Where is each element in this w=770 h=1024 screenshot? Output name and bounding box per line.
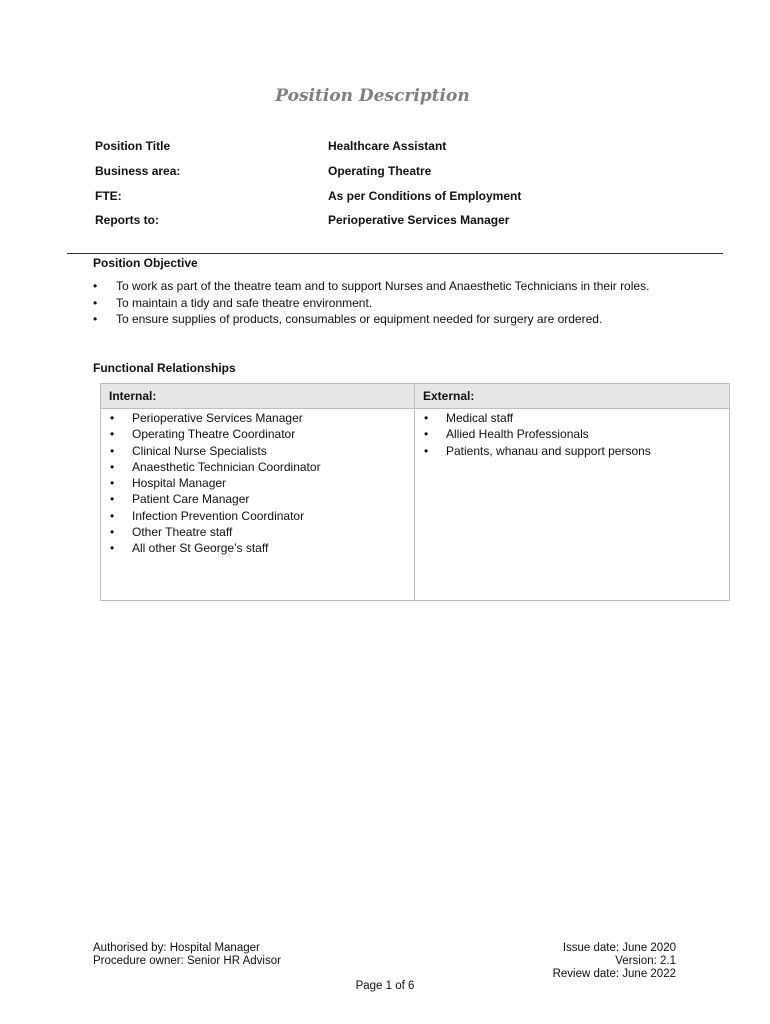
authorised-by: Authorised by: Hospital Manager	[93, 942, 260, 954]
info-label: Position Title	[95, 139, 171, 153]
external-header: External:	[415, 384, 730, 409]
internal-list	[109, 410, 406, 557]
footer-left	[93, 942, 281, 968]
list-item: • Operating Theatre Coordinator	[109, 426, 406, 442]
section-divider	[67, 253, 723, 254]
external-cell	[415, 409, 730, 601]
internal-header: Internal:	[101, 384, 415, 409]
procedure-owner: Procedure owner: Senior HR Advisor	[93, 955, 281, 967]
info-value: Healthcare Assistant	[328, 139, 447, 153]
issue-date: Issue date: June 2020	[562, 942, 676, 954]
list-item: • To work as part of the theatre team and to support Nurses and Anaesthetic Technicians in their roles.	[93, 278, 693, 295]
objective-heading: Position Objective	[93, 256, 198, 270]
internal-cell	[101, 409, 415, 601]
info-value: As per Conditions of Employment	[328, 189, 522, 203]
list-item: • To ensure supplies of products, consumables or equipment needed for surgery are ordered.	[93, 311, 693, 328]
objective-list	[93, 278, 693, 328]
external-list	[423, 410, 721, 459]
list-item: • Clinical Nurse Specialists	[109, 443, 406, 459]
list-item: • All other St George’s staff	[109, 540, 406, 556]
list-item: • Medical staff	[423, 410, 721, 426]
info-value: Perioperative Services Manager	[328, 213, 510, 227]
list-item: • Other Theatre staff	[109, 524, 406, 540]
page-number: Page 1 of 6	[355, 980, 415, 992]
footer-right	[553, 942, 676, 981]
list-item: • Allied Health Professionals	[423, 426, 721, 442]
info-value: Operating Theatre	[328, 164, 432, 178]
list-item: • To maintain a tidy and safe theatre environment.	[93, 295, 693, 312]
list-item: • Perioperative Services Manager	[109, 410, 406, 426]
info-label: FTE:	[95, 189, 122, 203]
info-label: Business area:	[95, 164, 181, 178]
document-title: Position Description	[275, 86, 470, 106]
list-item: • Hospital Manager	[109, 475, 406, 491]
relationships-table	[100, 383, 730, 601]
list-item: • Infection Prevention Coordinator	[109, 508, 406, 524]
review-date: Review date: June 2022	[552, 968, 676, 980]
relationships-heading: Functional Relationships	[93, 361, 236, 375]
list-item: • Patient Care Manager	[109, 491, 406, 507]
list-item: • Patients, whanau and support persons	[423, 443, 721, 459]
info-label: Reports to:	[95, 213, 159, 227]
list-item: • Anaesthetic Technician Coordinator	[109, 459, 406, 475]
version: Version: 2.1	[615, 955, 676, 967]
